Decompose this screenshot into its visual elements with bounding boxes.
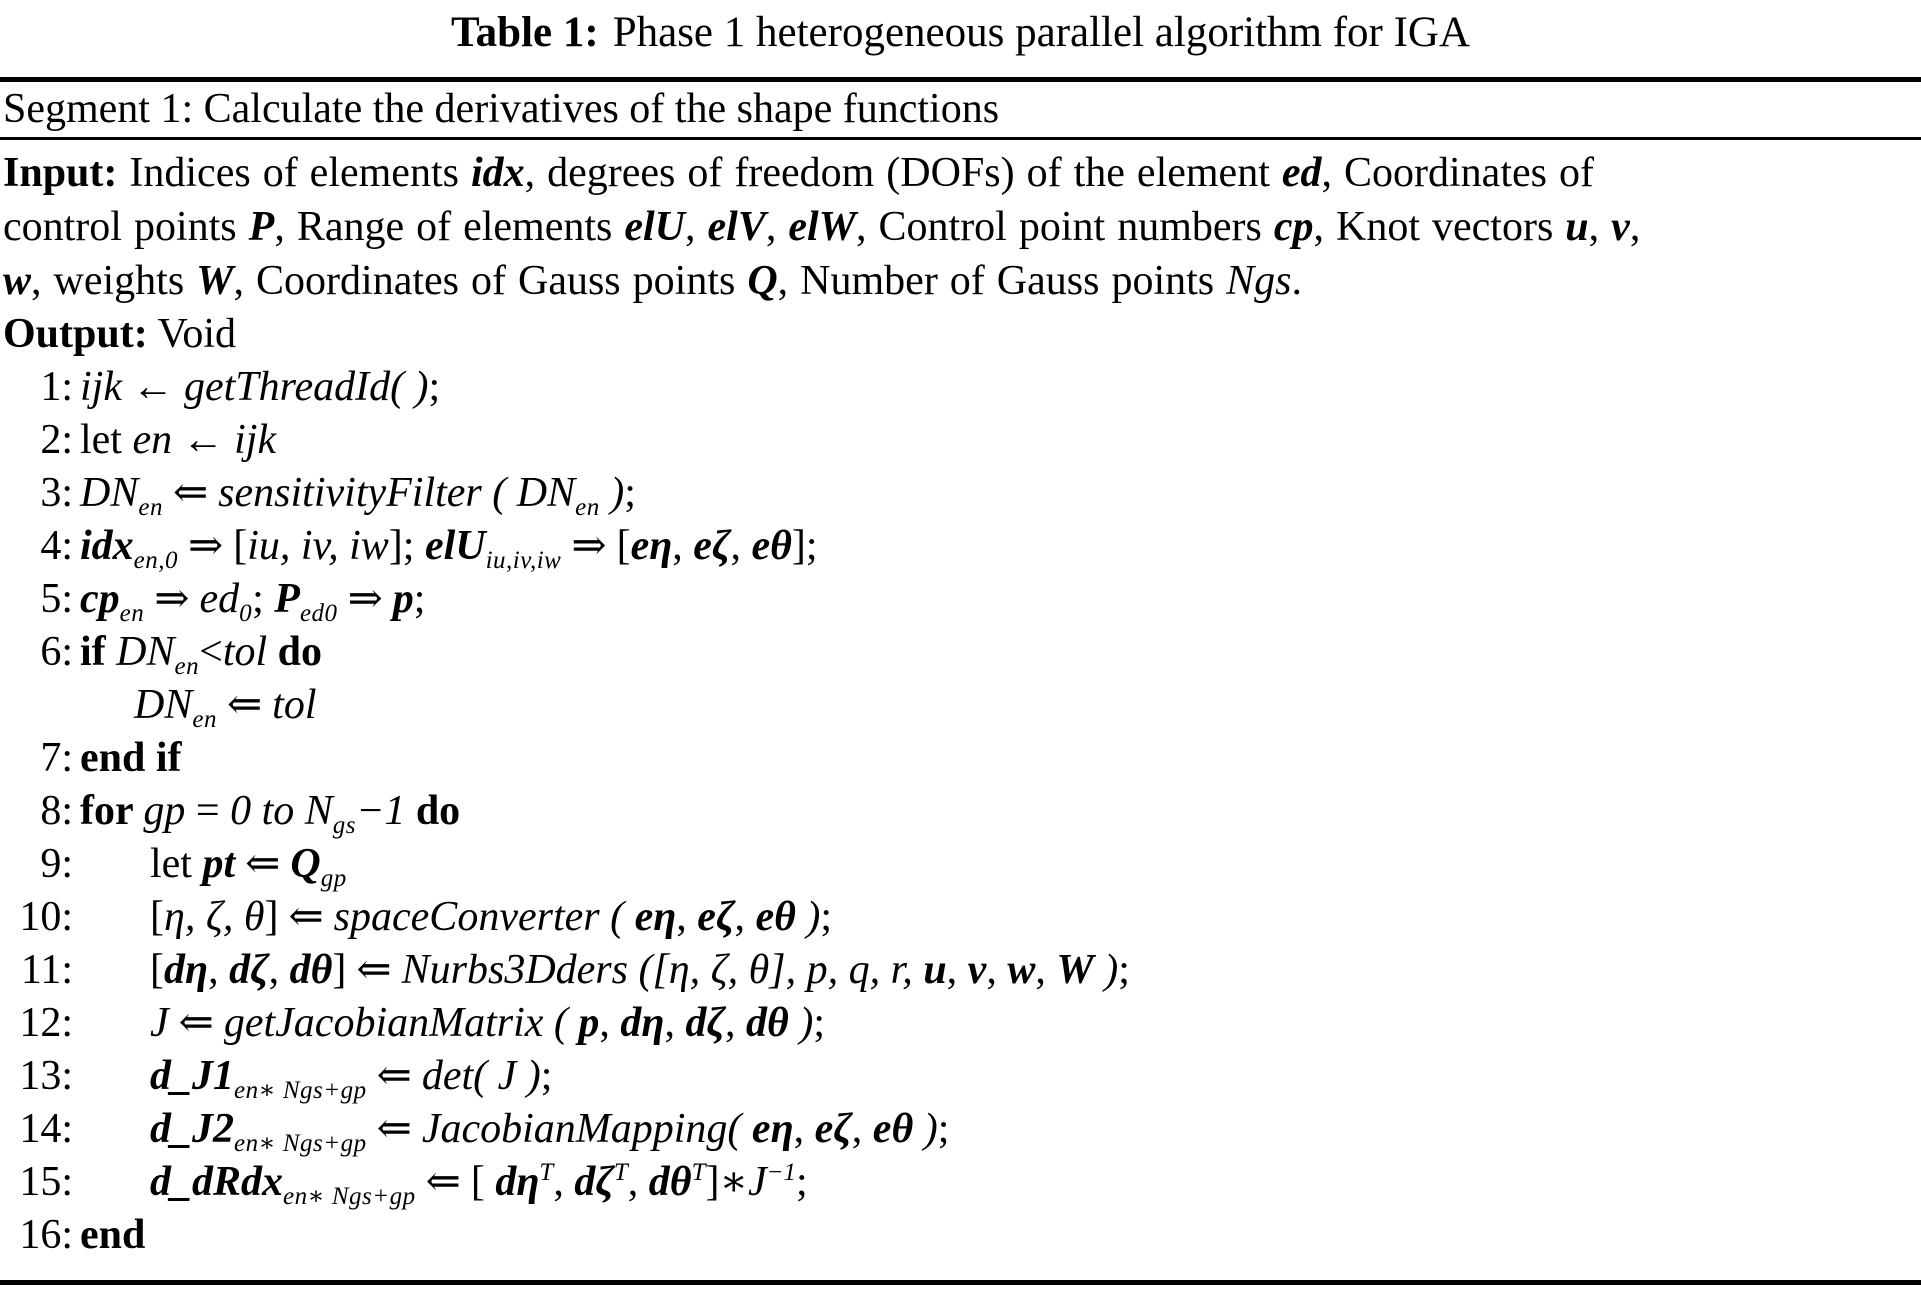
line-content (80, 1209, 1921, 1262)
text-segment: en (138, 494, 163, 521)
line-number: 15: (19, 1159, 73, 1205)
text-segment: ⇐ (356, 947, 392, 993)
line-number: 9: (40, 841, 73, 887)
text-segment: eζ (697, 894, 735, 940)
text-segment: gp (320, 865, 347, 892)
text-segment: , (730, 523, 752, 569)
text-segment: ] (332, 947, 347, 993)
text-segment: if (80, 629, 117, 675)
algo-line (3, 732, 1921, 785)
algo-line (3, 891, 1921, 944)
text-segment: DN (80, 470, 139, 516)
text-segment: ed (199, 576, 240, 622)
text-segment: dζ (229, 947, 269, 993)
text-segment: u (923, 947, 947, 993)
text-segment: dζ (574, 1159, 614, 1205)
text-segment: idx (80, 523, 134, 569)
text-segment: dη (164, 947, 209, 993)
text-segment: elW (788, 204, 857, 250)
text-segment: en (575, 494, 600, 521)
text-segment: W (196, 258, 234, 304)
line-content (80, 573, 1921, 626)
text-segment: ⇐ (245, 841, 281, 887)
line-number: 12: (19, 1000, 73, 1046)
text-segment: ⇒ (347, 576, 383, 622)
text-segment: u (1565, 204, 1589, 250)
output-line (3, 308, 1921, 361)
line-content (80, 944, 1921, 997)
text-segment: , (725, 1000, 747, 1046)
algorithm-body (3, 361, 1921, 1262)
line-number: 4: (40, 523, 73, 569)
text-segment: d_dRdx (150, 1159, 284, 1205)
algo-line (3, 626, 1921, 679)
line-number: 16: (19, 1212, 73, 1258)
text-segment: < (199, 629, 223, 675)
text-segment: P (274, 576, 300, 622)
text-segment: control points (3, 204, 249, 250)
algo-line (3, 573, 1921, 626)
text-segment: Void (147, 311, 237, 357)
text-segment: dθ (289, 947, 333, 993)
text-segment: , (1035, 947, 1057, 993)
text-segment: end (80, 1212, 146, 1258)
table-top-rule (0, 77, 1921, 82)
text-segment: , (1629, 204, 1641, 250)
text-segment: for (80, 788, 144, 834)
text-segment: gp (143, 788, 186, 834)
text-segment: ] (264, 894, 279, 940)
text-segment: , (268, 947, 290, 993)
text-segment: eζ (693, 523, 731, 569)
text-segment: tol (272, 682, 317, 728)
text-segment: en∗ Ngs+gp (234, 1077, 367, 1104)
text-segment: J (150, 1000, 169, 1046)
text-segment: ; (1118, 947, 1130, 993)
text-segment: Ngs (1226, 258, 1292, 304)
text-segment: ⇐ (226, 682, 263, 728)
text-segment: ) (913, 1106, 938, 1152)
line-number: 11: (20, 947, 73, 993)
table-bottom-rule (0, 1280, 1921, 1285)
text-segment: , Coordinates of (1321, 150, 1594, 196)
text-segment: , (734, 894, 756, 940)
text-segment: v (967, 947, 987, 993)
text-segment: , (793, 1106, 815, 1152)
text-segment: elV (707, 204, 766, 250)
text-segment: , (986, 947, 1008, 993)
line-number: 7: (40, 735, 73, 781)
text-segment: ⇒ (188, 523, 224, 569)
line-number: 8: (40, 788, 73, 834)
text-segment: DN (116, 629, 175, 675)
text-segment: [ (616, 523, 631, 569)
text-segment: , Coordinates of Gauss points (233, 258, 748, 304)
algo-line (3, 467, 1921, 520)
algo-line (3, 944, 1921, 997)
text-segment: dθ (648, 1159, 692, 1205)
text-segment: cp (1273, 204, 1314, 250)
text-segment: gs (332, 812, 356, 839)
text-segment: Q (290, 841, 321, 887)
text-segment: , weights (31, 258, 197, 304)
text-segment: W (1056, 947, 1094, 993)
text-segment: , (664, 1000, 686, 1046)
text-segment: en (119, 600, 145, 627)
text-segment: , (627, 1159, 649, 1205)
line-content (80, 520, 1921, 573)
text-segment: tol (222, 629, 268, 675)
text-segment: let (150, 841, 203, 887)
text-segment: DN (134, 682, 193, 728)
text-segment: ⇐ (178, 1000, 214, 1046)
text-segment: ; (813, 1000, 825, 1046)
text-segment: , Number of Gauss points (777, 258, 1227, 304)
line-content (80, 838, 1921, 891)
text-segment: getJacobianMatrix ( (223, 1000, 579, 1046)
text-segment: , Knot vectors (1313, 204, 1566, 250)
text-segment: , (685, 204, 708, 250)
text-segment: , (676, 894, 698, 940)
text-segment: dη (495, 1159, 540, 1205)
segment-header: Segment 1: Calculate the derivatives of the shape functions (3, 86, 1000, 132)
text-segment: pt (202, 841, 236, 887)
text-segment: ijk (234, 417, 277, 463)
segment-divider-rule (0, 137, 1921, 140)
line-content (80, 1103, 1921, 1156)
text-segment: cp (80, 576, 120, 622)
text-segment: en∗ Ngs+gp (234, 1130, 367, 1157)
text-segment: dη (620, 1000, 665, 1046)
text-segment: elU (424, 523, 486, 569)
algo-line (3, 520, 1921, 573)
text-segment: d_J1 (150, 1053, 234, 1099)
text-segment: ed0 (299, 600, 338, 627)
text-segment: , (553, 1159, 575, 1205)
text-segment: ed (1281, 150, 1322, 196)
text-segment: , (851, 1106, 873, 1152)
text-segment: ijk (80, 364, 122, 410)
text-segment: ; (796, 1159, 808, 1205)
text-segment: idx (470, 150, 525, 196)
text-segment: Nurbs3Dders ([η, ζ, θ], p, q, r, (401, 947, 924, 993)
table-caption-text: Phase 1 heterogeneous parallel algorithm for IGA (612, 9, 1471, 56)
text-segment: w (3, 258, 32, 304)
text-segment: det( J ) (421, 1053, 541, 1099)
text-segment: iu,iv,iw (485, 547, 562, 574)
line-content (80, 626, 1921, 679)
line-content (80, 414, 1921, 467)
text-segment: ⇐ (425, 1159, 461, 1205)
line-content (80, 1156, 1921, 1209)
input-block (3, 146, 1921, 308)
algo-line (3, 679, 1921, 732)
text-segment: do (405, 788, 461, 834)
text-segment: eθ (755, 894, 796, 940)
text-segment: ]; (388, 523, 425, 569)
line-number: 3: (40, 470, 73, 516)
text-segment: sensitivityFilter ( DN (218, 470, 576, 516)
text-segment: η, ζ, θ (164, 894, 265, 940)
text-segment: ) (795, 894, 821, 940)
text-segment: , (1588, 204, 1612, 250)
line-number: 14: (19, 1106, 73, 1152)
text-segment: ) (788, 1000, 814, 1046)
text-segment: JacobianMapping( (421, 1106, 752, 1152)
line-number: 1: (40, 364, 73, 410)
text-segment: [ (150, 947, 164, 993)
text-segment: ; (540, 1053, 553, 1099)
text-segment: iu, iv, iw (247, 523, 389, 569)
algo-line (3, 1050, 1921, 1103)
text-segment: ← (182, 417, 225, 463)
text-segment: spaceConverter ( (333, 894, 635, 940)
text-segment: ]; (791, 523, 818, 569)
text-segment: , (765, 204, 789, 250)
text-segment: = (185, 788, 231, 834)
text-segment: w (1007, 947, 1036, 993)
line-content (80, 467, 1921, 520)
text-segment: end if (80, 735, 182, 781)
text-segment: eη (630, 523, 673, 569)
text-segment: [ (150, 894, 164, 940)
text-segment: dζ (685, 1000, 726, 1046)
text-segment: ; (413, 576, 426, 622)
algo-line (3, 785, 1921, 838)
text-segment: ⇐ (376, 1106, 412, 1152)
text-segment: , (672, 523, 694, 569)
input-line (3, 254, 1921, 308)
line-number: 6: (40, 629, 73, 675)
text-segment: −1 (766, 1159, 797, 1186)
text-segment: , Control point numbers (856, 204, 1274, 250)
text-segment: Input: (3, 150, 118, 196)
text-segment: −1 (355, 788, 406, 834)
text-segment: ← (131, 364, 174, 410)
text-segment: ]∗ (705, 1159, 749, 1205)
algo-line (3, 997, 1921, 1050)
line-content (80, 891, 1921, 944)
text-segment: dθ (746, 1000, 789, 1046)
text-segment: v (1611, 204, 1630, 250)
text-segment: elU (624, 204, 686, 250)
text-segment: T (613, 1159, 628, 1186)
algo-line (3, 361, 1921, 414)
text-segment: T (539, 1159, 554, 1186)
line-content (80, 361, 1921, 414)
text-segment: d_J2 (150, 1106, 234, 1152)
line-content (80, 997, 1921, 1050)
text-segment: . (1291, 258, 1302, 304)
text-segment: 0 to N (230, 788, 333, 834)
text-segment: 0 (239, 600, 253, 627)
text-segment: ; (428, 364, 441, 410)
algo-line (3, 838, 1921, 891)
text-segment: ; (820, 894, 833, 940)
text-segment: en∗ Ngs+gp (283, 1183, 416, 1210)
text-segment: ) (1093, 947, 1119, 993)
text-segment: ⇒ (571, 523, 607, 569)
text-segment: ⇐ (376, 1053, 412, 1099)
text-segment: Indices of elements (117, 150, 471, 196)
text-segment: eη (751, 1106, 794, 1152)
text-segment: let (80, 417, 133, 463)
text-segment: , degrees of freedom (DOFs) of the element (524, 150, 1282, 196)
text-segment: [ (233, 523, 248, 569)
text-segment: [ (470, 1159, 496, 1205)
input-line (3, 200, 1921, 254)
algo-line (3, 414, 1921, 467)
text-segment: ⇒ (154, 576, 190, 622)
text-segment: ; (624, 470, 636, 516)
text-segment: p (578, 1000, 600, 1046)
line-number (3, 679, 73, 732)
text-segment: ; (937, 1106, 950, 1152)
text-segment: getThreadId( ) (183, 364, 429, 410)
line-content (80, 732, 1921, 785)
text-segment: eη (634, 894, 677, 940)
text-segment: en (174, 653, 200, 680)
text-segment: eθ (872, 1106, 914, 1152)
input-line (3, 146, 1921, 200)
line-content (80, 679, 1921, 732)
text-segment: , (208, 947, 230, 993)
algo-line (3, 1156, 1921, 1209)
algorithm-content (3, 146, 1921, 1262)
text-segment: en (192, 706, 217, 733)
text-segment: P (248, 204, 275, 250)
line-content (80, 1050, 1921, 1103)
line-number: 5: (40, 576, 73, 622)
text-segment: eθ (751, 523, 792, 569)
algo-line (3, 1103, 1921, 1156)
text-segment: eζ (814, 1106, 852, 1152)
text-segment: , (946, 947, 968, 993)
text-segment: Q (747, 258, 778, 304)
text-segment: ; (252, 576, 275, 622)
text-segment: , (599, 1000, 621, 1046)
text-segment: ) (599, 470, 625, 516)
text-segment: Output: (3, 311, 148, 357)
text-segment: ⇐ (172, 470, 209, 516)
line-number: 2: (40, 417, 73, 463)
line-number: 13: (19, 1053, 73, 1099)
text-segment: do (267, 629, 323, 675)
algo-line (3, 1209, 1921, 1262)
table-caption (0, 4, 1921, 62)
text-segment: ⇐ (288, 894, 324, 940)
line-content (80, 785, 1921, 838)
text-segment: T (691, 1159, 706, 1186)
text-segment: , Range of elements (274, 204, 625, 250)
text-segment: en,0 (133, 547, 179, 574)
text-segment: p (392, 576, 414, 622)
line-number: 10: (19, 894, 73, 940)
text-segment: J (748, 1159, 767, 1205)
table-caption-label: Table 1: (450, 9, 599, 56)
text-segment: en (132, 417, 173, 463)
